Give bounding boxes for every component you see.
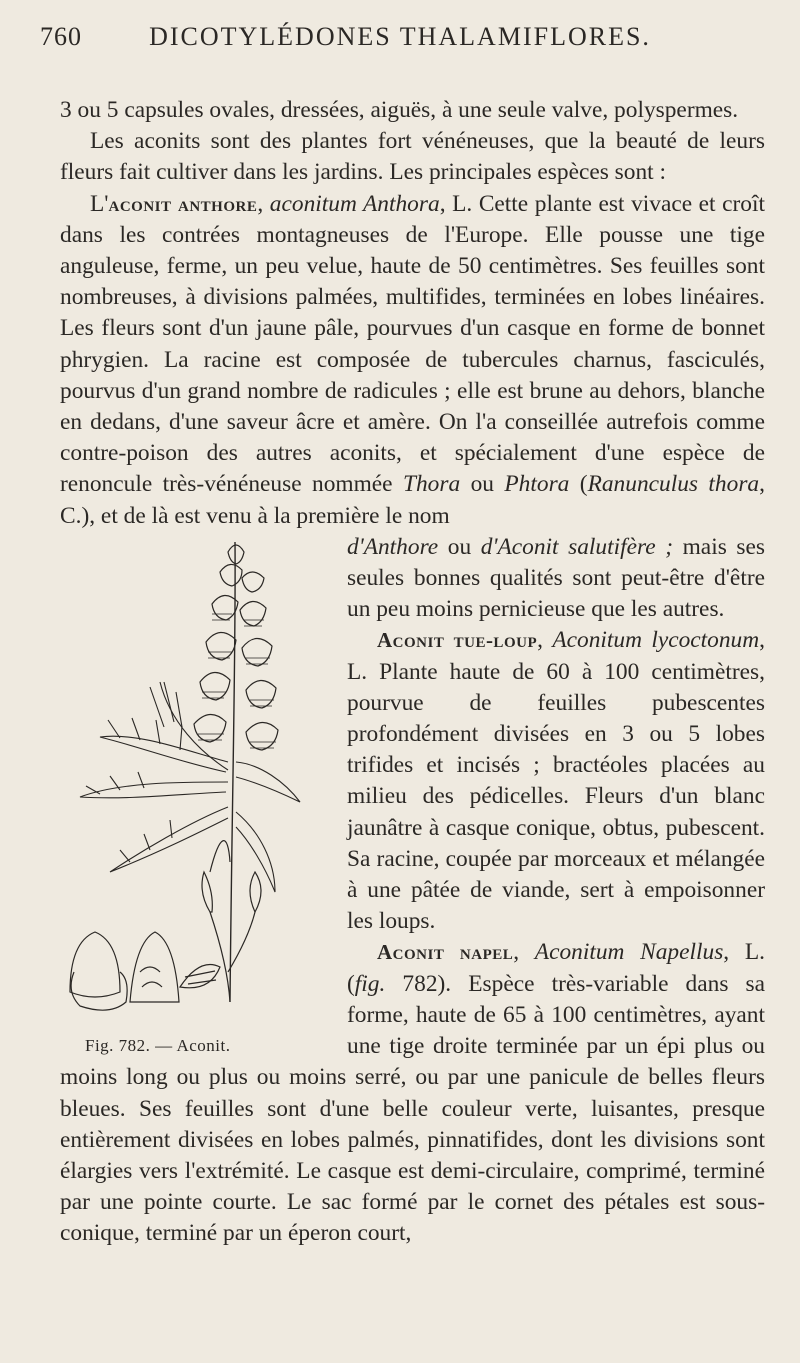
figure-782 <box>60 532 335 1055</box>
body-text: 3 ou 5 capsules ovales, dressées, aiguës, à une seule valve, polyspermes. Les aconits sont des plantes fort vénéneuses, que la beauté de leurs fleurs fait cultiver dans les jardins. Les principales espèces sont : L'aconit anthore, aconitum Anthora, L. Cette plante est vivace et croît dans les contrées montagneuses de l'Europe. Elle pousse une tige anguleuse, ferme, un peu velue, haute de 50 centimètres. Ses feuilles sont nombreuses, à divisions palmées, multifides, terminées en lobes linéaires. Les fleurs sont d'un jaune pâle, pourvues d'un casque en forme de bonnet phrygien. La racine est composée de tubercules charnus, fasciculés, pourvus d'un grand nombre de radicules ; elle est brune au dehors, blanche en dedans, d'une saveur âcre et amère. On l'a conseillée autrefois comme contre-poison des autres aconits, et spécialement d'une espèce de renoncule très-vénéneuse nommée Thora ou Phtora (Ranunculus thora, C.), et de là est venu à la première le nom Fig. 782. — Aconit. d'Anthore ou d'Aconit salutifère ; mais ses seules bonnes qualités sont peut-être d'être un peu moins pernicieuse que les autres. Aconit tue-loup, Aconitum lycoctonum, L. Plante haute de 60 à 100 centimètres, pourvue de feuilles pubescentes profondément divisées en 3 ou 5 lobes trifides et incisés ; bractéoles placées au milieu des pédicelles. Fleurs d'un blanc jaunâtre à casque conique, obtus, pubescent. Sa racine, coupée par morceaux et mélangée à une pâtée de viande, sert à empoisonner les loups. Aconit napel, Aconitum Napellus, L. (fig. 782). Espèce très-variable dans sa forme, haute de 65 à 100 centimètres, ayant une tige droite terminée par un épi plus ou moins long ou plus ou moins serré, ou par une panicule de belles fleurs bleues. Ses feuilles sont d'une belle couleur verte, luisantes, presque entièrement divisées en lobes palmés, pinnatifides, dont les divisions sont élargies vers l'extrémité. Le casque est demi-circulaire, comprimé, terminé par une pointe courte. Le sac formé par le cornet des pétales est sous-conique, terminé par un éperon court, <box>60 95 765 1250</box>
species-name-napel: Aconit napel <box>377 940 514 965</box>
paragraph-tue-loup: Aconit tue-loup, Aconitum lycoctonum, L. Plante haute de 60 à 100 centimètres, pourvue de feuilles pubescentes profondément divisées en 3 ou 5 lobes trifides et incisés ; bractéoles placées au milieu des pédicelles. Fleurs d'un blanc jaunâtre à casque conique, obtus, pubescent. Sa racine, coupée par morceaux et mélangée à une pâtée de viande, sert à empoisonner les loups. <box>347 627 766 935</box>
page-header <box>40 22 760 62</box>
aconite-plant-engraving-icon <box>60 532 335 1027</box>
paragraph-anthore: L'aconit anthore, aconitum Anthora, L. Cette plante est vivace et croît dans les contrées montagneuses de l'Europe. Elle pousse une tige anguleuse, ferme, un peu velue, haute de 50 centimètres. Ses feuilles sont nombreuses, à divisions palmées, multifides, terminées en lobes linéaires. Les fleurs sont d'un jaune pâle, pourvues d'un casque en forme de bonnet phrygien. La racine est composée de tubercules charnus, fasciculés, pourvus d'un grand nombre de radicules ; elle est brune au dehors, blanche en dedans, d'une saveur âcre et amère. On l'a conseillée autrefois comme contre-poison des autres aconits, et spécialement d'une espèce de renoncule très-vénéneuse nommée Thora ou Phtora (Ranunculus thora, C.), et de là est venu à la première le nom <box>60 190 765 529</box>
running-title: DICOTYLÉDONES THALAMIFLORES. <box>149 22 651 51</box>
latin-napellus: Aconitum Napellus <box>534 939 724 966</box>
paragraph-napel: Aconit napel, Aconitum Napellus, L. (fig. 782). Espèce très-variable dans sa forme, haute de 65 à 100 centimètres, ayant une tige droite terminée par un épi plus ou moins long ou plus ou moins serré, ou par une panicule de belles fleurs bleues. Ses feuilles sont d'une belle couleur verte, luisantes, presque entièrement divisées en lobes palmés, pinnatifides, dont les divisions sont élargies vers l'extrémité. Le casque est demi-circulaire, comprimé, terminé par une pointe courte. Le sac formé par le cornet des pétales est sous-conique, terminé par un éperon court, <box>60 939 765 1247</box>
figure-caption: Fig. 782. — Aconit. <box>85 1035 231 1055</box>
paragraph-capsules: 3 ou 5 capsules ovales, dressées, aiguës, à une seule valve, polyspermes. <box>60 97 739 123</box>
paragraph-intro: Les aconits sont des plantes fort vénéneuses, que la beauté de leurs fleurs fait cultiver dans les jardins. Les principales espèces sont : <box>60 128 765 186</box>
species-name-anthore: aconit anthore <box>108 191 258 216</box>
latin-lycoctonum: Aconitum lycoctonum <box>552 627 760 654</box>
latin-anthora: aconitum Anthora <box>269 190 440 217</box>
species-name-tue-loup: Aconit tue-loup <box>377 628 538 653</box>
page-number: 760 <box>40 22 82 51</box>
